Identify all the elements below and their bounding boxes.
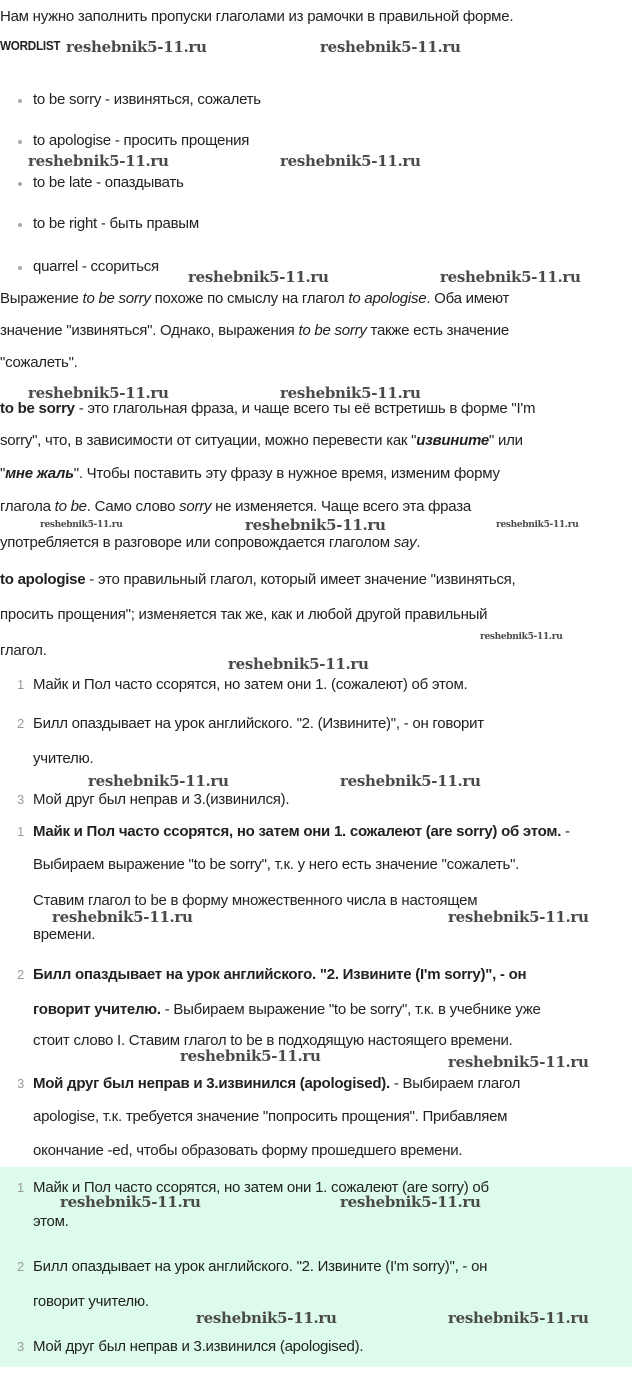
watermark-text: reshebnik5-11.ru xyxy=(440,268,581,286)
text-segment: - Выбираем выражение "to be sorry", т.к. в учебнике уже xyxy=(160,1001,541,1018)
watermark-text: reshebnik5-11.ru xyxy=(60,1193,201,1211)
text-segment: sorry", что, в зависимости от ситуации, можно перевести как " xyxy=(0,432,417,449)
answer-explanation-line xyxy=(33,966,526,984)
text-segment: apologise, т.к. требуется значение "попросить прощения". Прибавляем xyxy=(33,1108,508,1125)
text-segment: не изменяется. Чаще всего эта фраза xyxy=(211,498,471,515)
watermark-text: reshebnik5-11.ru xyxy=(188,268,329,286)
explanation-line xyxy=(0,290,509,308)
bullet-icon xyxy=(18,182,22,186)
text-segment: глагола xyxy=(0,498,55,515)
text-segment: sorry xyxy=(179,498,212,515)
text-segment: извините xyxy=(416,432,489,449)
wordlist-item: to apologise - просить прощения xyxy=(33,132,250,149)
text-segment: . xyxy=(416,534,421,551)
text-segment: стоит слово I. Ставим глагол to be в подходящую настоящего времени. xyxy=(33,1032,513,1049)
watermark-text: reshebnik5-11.ru xyxy=(448,908,589,926)
answer-explanation-line xyxy=(33,926,95,944)
bullet-icon xyxy=(18,99,22,103)
watermark-text: reshebnik5-11.ru xyxy=(280,152,421,170)
text-segment: Выражение xyxy=(0,290,83,307)
task-line xyxy=(33,750,93,768)
bullet-icon xyxy=(18,266,22,270)
text-segment: ". Чтобы поставить эту фразу в нужное время, изменим форму xyxy=(73,465,500,482)
watermark-text: reshebnik5-11.ru xyxy=(228,655,369,673)
watermark-text: reshebnik5-11.ru xyxy=(245,516,386,534)
text-segment: " или xyxy=(488,432,523,449)
watermark-text: reshebnik5-11.ru xyxy=(496,520,579,530)
text-segment: глагол. xyxy=(0,642,47,659)
text-segment: to apologise xyxy=(0,571,86,588)
text-segment: Майк и Пол часто ссорятся, но затем они 1. (сожалеют) об этом. xyxy=(33,676,468,693)
answer-explanation-line xyxy=(33,1001,541,1019)
final-answer-line xyxy=(33,1338,363,1356)
watermark-text: reshebnik5-11.ru xyxy=(320,38,461,56)
text-segment: to be sorry xyxy=(298,322,367,339)
text-segment: - xyxy=(561,823,570,840)
text-segment: to apologise xyxy=(348,290,427,307)
explanation-line xyxy=(0,571,515,589)
text-segment: Билл опаздывает на урок английского. "2. Извините (I'm sorry)", - он xyxy=(33,966,527,983)
task-line xyxy=(33,676,467,694)
explanation-line xyxy=(0,465,500,483)
explanation-line xyxy=(0,498,471,516)
wordlist-item: to be late - опаздывать xyxy=(33,174,184,191)
text-segment: Мой друг был неправ и 3.(извинился). xyxy=(33,791,290,808)
text-segment: Мой друг был неправ и 3.извинился (apologised). xyxy=(33,1075,390,1092)
text-segment: окончание -ed, чтобы образовать форму прошедшего времени. xyxy=(33,1142,463,1159)
text-segment: времени. xyxy=(33,926,96,943)
text-segment: . Оба имеют xyxy=(426,290,510,307)
text-segment: говорит учителю. xyxy=(33,1293,149,1310)
text-segment: "сожалеть". xyxy=(0,354,78,371)
text-segment: Билл опаздывает на урок английского. "2. Извините (I'm sorry)", - он xyxy=(33,1258,488,1275)
wordlist-item: to be right - быть правым xyxy=(33,215,199,232)
text-segment: - это глагольная фраза, и чаще всего ты её встретишь в форме "I'm xyxy=(74,400,536,417)
text-segment: Выбираем выражение "to be sorry", т.к. у него есть значение "сожалеть". xyxy=(33,856,520,873)
watermark-text: reshebnik5-11.ru xyxy=(340,1193,481,1211)
final-answer-line xyxy=(33,1293,149,1311)
watermark-text: reshebnik5-11.ru xyxy=(28,384,169,402)
answer-explanation-line xyxy=(33,1142,462,1160)
text-segment: употребляется в разговоре или сопровождается глаголом xyxy=(0,534,394,551)
watermark-text: reshebnik5-11.ru xyxy=(28,152,169,170)
text-segment: Майк и Пол часто ссорятся, но затем они 1. сожалеют (are sorry) об xyxy=(33,1179,489,1196)
final-answer-line xyxy=(33,1258,487,1276)
text-segment: Билл опаздывает на урок английского. "2. (Извините)", - он говорит xyxy=(33,715,484,732)
item-number: 3 xyxy=(17,792,25,807)
explanation-line xyxy=(0,354,78,372)
watermark-text: reshebnik5-11.ru xyxy=(340,772,481,790)
item-number: 1 xyxy=(17,1180,25,1195)
text-segment: Майк и Пол часто ссорятся, но затем они 1. сожалеют (are sorry) об этом. xyxy=(33,823,562,840)
wordlist-heading: WORDLIST xyxy=(0,38,61,53)
watermark-text: reshebnik5-11.ru xyxy=(52,908,193,926)
explanation-line xyxy=(0,606,487,624)
watermark-text: reshebnik5-11.ru xyxy=(448,1053,589,1071)
text-segment: Мой друг был неправ и 3.извинился (apologised). xyxy=(33,1338,364,1355)
item-number: 2 xyxy=(17,1259,25,1274)
explanation-line xyxy=(0,534,420,552)
task-line xyxy=(33,715,484,733)
item-number: 1 xyxy=(17,824,25,839)
text-segment: мне жаль xyxy=(5,465,74,482)
final-answer-line xyxy=(33,1213,69,1231)
answer-explanation-line xyxy=(33,856,519,874)
text-segment: похоже по смыслу на глагол xyxy=(150,290,349,307)
watermark-text: reshebnik5-11.ru xyxy=(40,520,123,530)
text-segment: также есть значение xyxy=(366,322,509,339)
explanation-line xyxy=(0,432,523,450)
text-segment: to be sorry xyxy=(0,400,75,417)
text-segment: to be xyxy=(54,498,87,515)
text-segment: . Само слово xyxy=(86,498,180,515)
text-segment: to be sorry xyxy=(82,290,151,307)
watermark-text: reshebnik5-11.ru xyxy=(180,1047,321,1065)
answer-explanation-line xyxy=(33,1108,507,1126)
wordlist-item: to be sorry - извиняться, сожалеть xyxy=(33,91,261,108)
item-number: 3 xyxy=(17,1339,25,1354)
watermark-text: reshebnik5-11.ru xyxy=(88,772,229,790)
watermark-text: reshebnik5-11.ru xyxy=(280,384,421,402)
item-number: 2 xyxy=(17,967,25,982)
answer-explanation-line xyxy=(33,1075,520,1093)
text-segment: - это правильный глагол, который имеет значение "извиняться, xyxy=(85,571,516,588)
explanation-line xyxy=(0,642,47,660)
watermark-text: reshebnik5-11.ru xyxy=(66,38,207,56)
bullet-icon xyxy=(18,223,22,227)
text-segment: учителю. xyxy=(33,750,94,767)
watermark-text: reshebnik5-11.ru xyxy=(480,632,563,642)
text-segment: Ставим глагол to be в форму множественного числа в настоящем xyxy=(33,892,478,909)
text-segment: этом. xyxy=(33,1213,69,1230)
text-segment: значение "извиняться". Однако, выражения xyxy=(0,322,299,339)
wordlist-item: quarrel - ссориться xyxy=(33,258,159,275)
text-segment: просить прощения"; изменяется так же, как и любой другой правильный xyxy=(0,606,488,623)
item-number: 1 xyxy=(17,677,25,692)
text-segment: - Выбираем глагол xyxy=(389,1075,521,1092)
text-segment: say xyxy=(393,534,417,551)
explanation-line xyxy=(0,400,535,418)
watermark-text: reshebnik5-11.ru xyxy=(196,1309,337,1327)
task-line xyxy=(33,791,289,809)
bullet-icon xyxy=(18,140,22,144)
text-segment: " xyxy=(0,465,6,482)
explanation-line xyxy=(0,322,509,340)
answer-explanation-line xyxy=(33,823,570,841)
watermark-text: reshebnik5-11.ru xyxy=(448,1309,589,1327)
item-number: 2 xyxy=(17,716,25,731)
item-number: 3 xyxy=(17,1076,25,1091)
intro-text: Нам нужно заполнить пропуски глаголами из рамочки в правильной форме. xyxy=(0,8,514,25)
text-segment: говорит учителю. xyxy=(33,1001,161,1018)
